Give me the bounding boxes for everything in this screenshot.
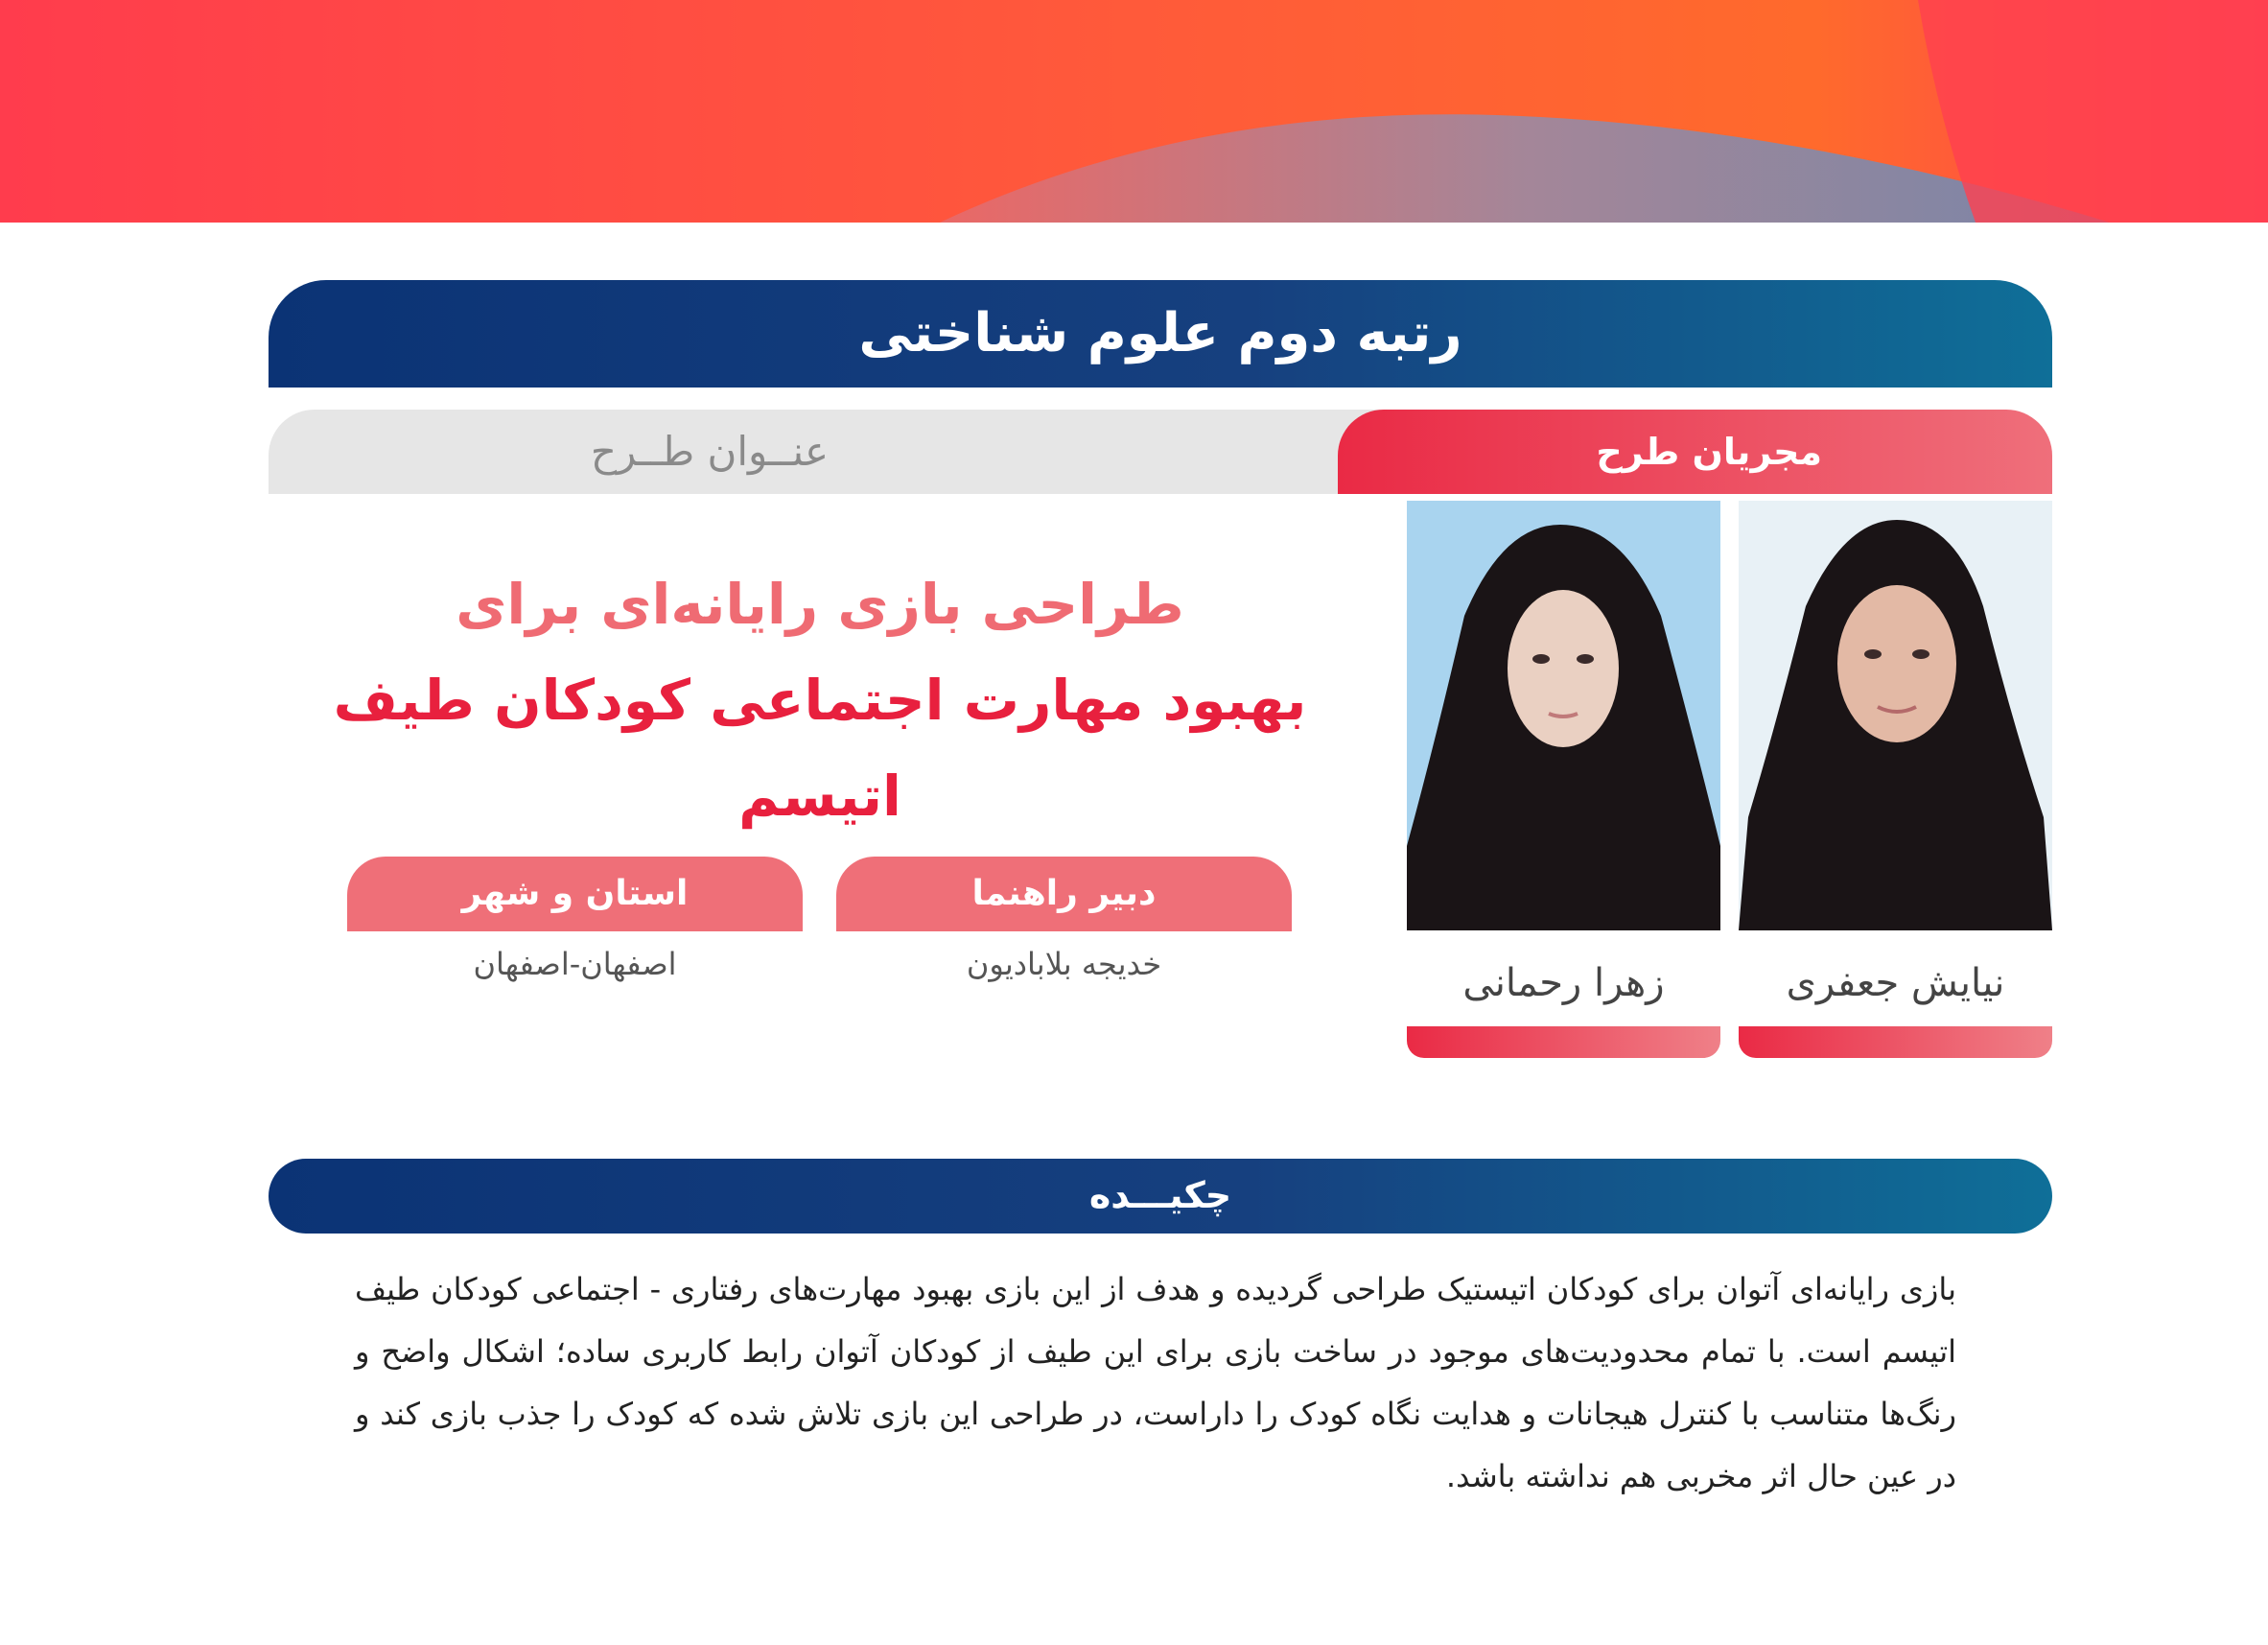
- project-title-line2: بهبود مهارت اجتماعی کودکان طیف اتیسم: [333, 668, 1307, 829]
- abstract-text: بازی رایانه‌ای آتوان برای کودکان اتیستیک طراحی گردیده و هدف از این بازی بهبود مهارت‌های رفتاری - اجتماعی کودکان طیف اتیسم است. با تمام محدودیت‌های موجود در ساخت بازی برای این طیف از کودکان آتوان رابط کاربری ساده؛ اشکال واضح و رنگ‌ها متناسب با کنترل هیجانات و هدایت نگاه کودک را داراست، در طراحی این بازی تلاش شده که کودک را جذب بازی کند و در عین حال اثر مخربی هم نداشته باشد.: [355, 1271, 1956, 1494]
- project-title: [269, 556, 1371, 844]
- rank-banner-title: رتبه دوم علوم شناختی: [269, 280, 2052, 388]
- header-decoration: [0, 0, 2268, 223]
- performer-name-2: زهرا رحمانی: [1462, 961, 1665, 1005]
- performer-underline-2: [1407, 1026, 1720, 1058]
- location-label: استان و شهر: [347, 857, 803, 931]
- performer-photo-2: [1407, 501, 1720, 930]
- project-title-line1: طراحی بازی رایانه‌ای برای: [456, 572, 1184, 637]
- abstract-heading: چکیـــده: [269, 1159, 2052, 1234]
- project-title-label: عنــوان طــرح: [269, 410, 1438, 494]
- location-value: اصفهان-اصفهان: [473, 946, 677, 982]
- performer-photo-1: [1739, 501, 2052, 930]
- supervisor-value: خدیجه بلابادیون: [966, 946, 1162, 982]
- performer-name-1: نیایش جعفری: [1786, 961, 2005, 1005]
- performer-underline-1: [1739, 1026, 2052, 1058]
- performers-label: مجریان طرح: [1338, 410, 2052, 494]
- supervisor-label: دبیر راهنما: [836, 857, 1292, 931]
